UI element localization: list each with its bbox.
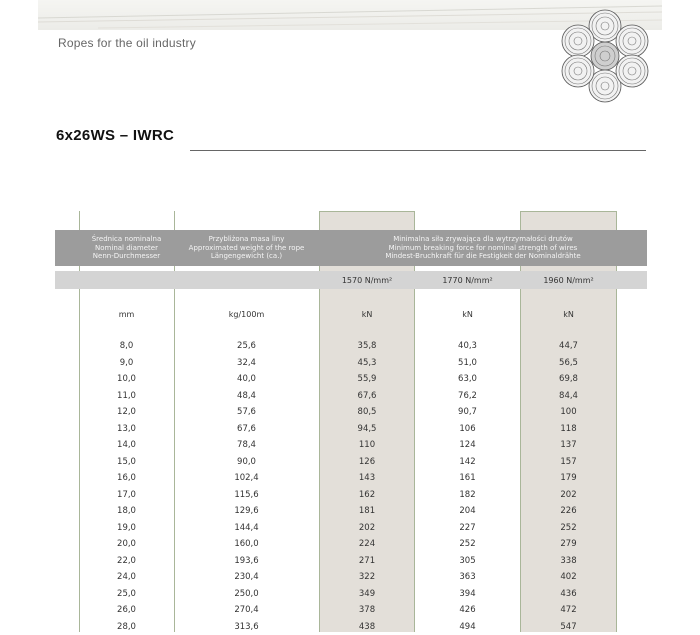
diameter-cell: 8,0 bbox=[79, 338, 174, 355]
weight-cell: 270,4 bbox=[174, 602, 319, 619]
header-breaking-force: Minimalna siła zrywająca dla wytrzymałości drutów Minimum breaking force for nominal strength of wires Mindest-Bruchkraft für die Festigkeit der Nominaldrähte bbox=[319, 230, 647, 266]
force-1770-cell: 227 bbox=[415, 520, 520, 537]
force-1770-cell: 161 bbox=[415, 470, 520, 487]
weight-cell: 144,4 bbox=[174, 520, 319, 537]
force-1570-cell: 378 bbox=[319, 602, 415, 619]
force-1960-cell: 118 bbox=[520, 421, 617, 438]
table-row bbox=[55, 371, 647, 388]
table-row bbox=[55, 553, 647, 570]
force-1570-cell: 80,5 bbox=[319, 404, 415, 421]
table-row bbox=[55, 586, 647, 603]
force-1770-cell: 204 bbox=[415, 503, 520, 520]
force-1570-cell: 181 bbox=[319, 503, 415, 520]
diameter-cell: 14,0 bbox=[79, 437, 174, 454]
weight-cell: 48,4 bbox=[174, 388, 319, 405]
diameter-cell: 11,0 bbox=[79, 388, 174, 405]
force-1770-cell: 305 bbox=[415, 553, 520, 570]
force-1570-cell: 67,6 bbox=[319, 388, 415, 405]
force-1570-cell: 110 bbox=[319, 437, 415, 454]
header-diameter: Średnica nominalna Nominal diameter Nenn-Durchmesser bbox=[79, 230, 174, 266]
unit-diameter: mm bbox=[79, 307, 174, 321]
force-1960-cell: 157 bbox=[520, 454, 617, 471]
weight-cell: 250,0 bbox=[174, 586, 319, 603]
force-1770-cell: 51,0 bbox=[415, 355, 520, 372]
weight-cell: 115,6 bbox=[174, 487, 319, 504]
force-1960-cell: 179 bbox=[520, 470, 617, 487]
section-subtitle: Ropes for the oil industry bbox=[58, 36, 196, 50]
force-1960-cell: 56,5 bbox=[520, 355, 617, 372]
diameter-cell: 17,0 bbox=[79, 487, 174, 504]
force-1570-cell: 143 bbox=[319, 470, 415, 487]
strength-1960: 1960 N/mm² bbox=[520, 271, 617, 289]
force-1770-cell: 394 bbox=[415, 586, 520, 603]
force-1770-cell: 40,3 bbox=[415, 338, 520, 355]
diameter-cell: 19,0 bbox=[79, 520, 174, 537]
weight-cell: 40,0 bbox=[174, 371, 319, 388]
weight-cell: 102,4 bbox=[174, 470, 319, 487]
force-1960-cell: 402 bbox=[520, 569, 617, 586]
weight-cell: 67,6 bbox=[174, 421, 319, 438]
unit-force-1770: kN bbox=[415, 307, 520, 321]
table-row bbox=[55, 536, 647, 553]
table-row bbox=[55, 338, 647, 355]
force-1570-cell: 35,8 bbox=[319, 338, 415, 355]
force-1770-cell: 124 bbox=[415, 437, 520, 454]
force-1570-cell: 126 bbox=[319, 454, 415, 471]
force-1770-cell: 182 bbox=[415, 487, 520, 504]
weight-cell: 129,6 bbox=[174, 503, 319, 520]
force-1960-cell: 202 bbox=[520, 487, 617, 504]
table-row bbox=[55, 487, 647, 504]
force-1770-cell: 426 bbox=[415, 602, 520, 619]
force-1770-cell: 252 bbox=[415, 536, 520, 553]
strength-1570: 1570 N/mm² bbox=[319, 271, 415, 289]
unit-force-1960: kN bbox=[520, 307, 617, 321]
unit-force-1570: kN bbox=[319, 307, 415, 321]
force-1960-cell: 252 bbox=[520, 520, 617, 537]
diameter-cell: 18,0 bbox=[79, 503, 174, 520]
table-header-row bbox=[55, 230, 647, 266]
force-1960-cell: 44,7 bbox=[520, 338, 617, 355]
table-row bbox=[55, 421, 647, 438]
weight-cell: 230,4 bbox=[174, 569, 319, 586]
force-1960-cell: 279 bbox=[520, 536, 617, 553]
weight-cell: 25,6 bbox=[174, 338, 319, 355]
table-row bbox=[55, 437, 647, 454]
table-row bbox=[55, 602, 647, 619]
weight-cell: 160,0 bbox=[174, 536, 319, 553]
force-1570-cell: 224 bbox=[319, 536, 415, 553]
force-1570-cell: 438 bbox=[319, 619, 415, 635]
force-1570-cell: 55,9 bbox=[319, 371, 415, 388]
force-1570-cell: 349 bbox=[319, 586, 415, 603]
diameter-cell: 20,0 bbox=[79, 536, 174, 553]
force-1960-cell: 226 bbox=[520, 503, 617, 520]
diameter-cell: 24,0 bbox=[79, 569, 174, 586]
force-1960-cell: 69,8 bbox=[520, 371, 617, 388]
diameter-cell: 22,0 bbox=[79, 553, 174, 570]
table-row bbox=[55, 355, 647, 372]
force-1770-cell: 363 bbox=[415, 569, 520, 586]
diameter-cell: 10,0 bbox=[79, 371, 174, 388]
force-1770-cell: 494 bbox=[415, 619, 520, 635]
force-1960-cell: 472 bbox=[520, 602, 617, 619]
rope-specification-table bbox=[55, 0, 647, 632]
table-row bbox=[55, 503, 647, 520]
force-1960-cell: 547 bbox=[520, 619, 617, 635]
weight-cell: 313,6 bbox=[174, 619, 319, 635]
table-row bbox=[55, 404, 647, 421]
force-1960-cell: 84,4 bbox=[520, 388, 617, 405]
unit-weight: kg/100m bbox=[174, 307, 319, 321]
force-1770-cell: 106 bbox=[415, 421, 520, 438]
diameter-cell: 25,0 bbox=[79, 586, 174, 603]
diameter-cell: 16,0 bbox=[79, 470, 174, 487]
strength-row bbox=[55, 271, 647, 289]
force-1770-cell: 142 bbox=[415, 454, 520, 471]
force-1960-cell: 137 bbox=[520, 437, 617, 454]
diameter-cell: 9,0 bbox=[79, 355, 174, 372]
table-row bbox=[55, 388, 647, 405]
product-title: 6x26WS – IWRC bbox=[56, 127, 174, 144]
table-row bbox=[55, 569, 647, 586]
force-1770-cell: 63,0 bbox=[415, 371, 520, 388]
force-1960-cell: 338 bbox=[520, 553, 617, 570]
diameter-cell: 15,0 bbox=[79, 454, 174, 471]
header-weight: Przybliżona masa liny Approximated weight of the rope Längengewicht (ca.) bbox=[174, 230, 319, 266]
force-1570-cell: 322 bbox=[319, 569, 415, 586]
table-row bbox=[55, 619, 647, 635]
weight-cell: 193,6 bbox=[174, 553, 319, 570]
force-1570-cell: 271 bbox=[319, 553, 415, 570]
force-1570-cell: 162 bbox=[319, 487, 415, 504]
table-row bbox=[55, 520, 647, 537]
force-1770-cell: 76,2 bbox=[415, 388, 520, 405]
diameter-cell: 26,0 bbox=[79, 602, 174, 619]
force-1960-cell: 436 bbox=[520, 586, 617, 603]
diameter-cell: 12,0 bbox=[79, 404, 174, 421]
diameter-cell: 28,0 bbox=[79, 619, 174, 635]
weight-cell: 78,4 bbox=[174, 437, 319, 454]
force-1570-cell: 202 bbox=[319, 520, 415, 537]
strength-1770: 1770 N/mm² bbox=[415, 271, 520, 289]
force-1570-cell: 45,3 bbox=[319, 355, 415, 372]
table-row bbox=[55, 470, 647, 487]
table-row bbox=[55, 454, 647, 471]
weight-cell: 32,4 bbox=[174, 355, 319, 372]
diameter-cell: 13,0 bbox=[79, 421, 174, 438]
force-1570-cell: 94,5 bbox=[319, 421, 415, 438]
weight-cell: 90,0 bbox=[174, 454, 319, 471]
weight-cell: 57,6 bbox=[174, 404, 319, 421]
force-1960-cell: 100 bbox=[520, 404, 617, 421]
force-1770-cell: 90,7 bbox=[415, 404, 520, 421]
